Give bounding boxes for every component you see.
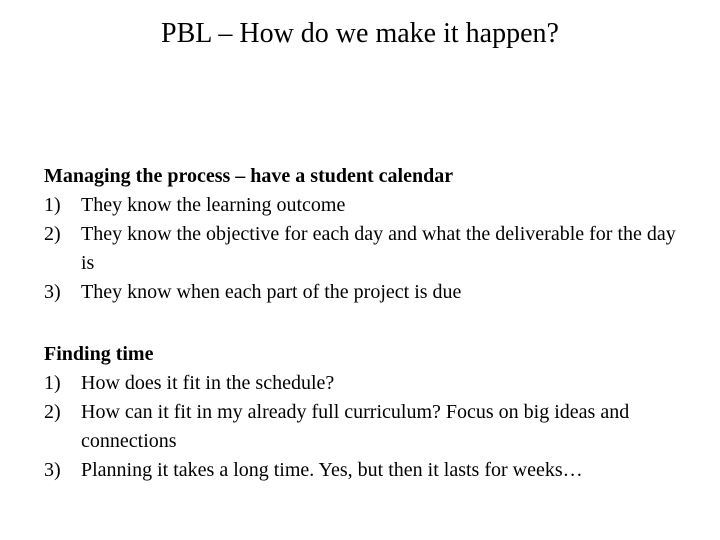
numbered-list: [44, 191, 684, 307]
list-item-number: 3): [44, 281, 61, 303]
list-item-text: They know the learning outcome: [81, 194, 346, 216]
section-heading: Managing the process – have a student calendar: [44, 165, 454, 187]
slide-title: PBL – How do we make it happen?: [161, 18, 559, 49]
list-item-text: They know when each part of the project is due: [81, 281, 462, 303]
list-item-number: 3): [44, 459, 61, 481]
list-item-number: 1): [44, 194, 61, 216]
list-item-text: How can it fit in my already full curriculum? Focus on big ideas and connections: [81, 401, 630, 452]
list-item: [44, 191, 684, 220]
section-heading: Finding time: [44, 343, 154, 365]
list-item: [44, 398, 684, 456]
list-item-number: 2): [44, 401, 61, 423]
list-item: [44, 456, 684, 485]
numbered-list: [44, 369, 684, 485]
list-item: [44, 220, 684, 278]
list-item-text: They know the objective for each day and what the deliverable for the day is: [81, 223, 676, 274]
list-item: [44, 369, 684, 398]
section-finding-time: [44, 340, 684, 485]
list-item-number: 1): [44, 372, 61, 394]
list-item-number: 2): [44, 223, 61, 245]
list-item: [44, 278, 684, 307]
section-managing-process: [44, 162, 684, 307]
list-item-text: Planning it takes a long time. Yes, but then it lasts for weeks…: [81, 459, 583, 481]
list-item-text: How does it fit in the schedule?: [81, 372, 335, 394]
